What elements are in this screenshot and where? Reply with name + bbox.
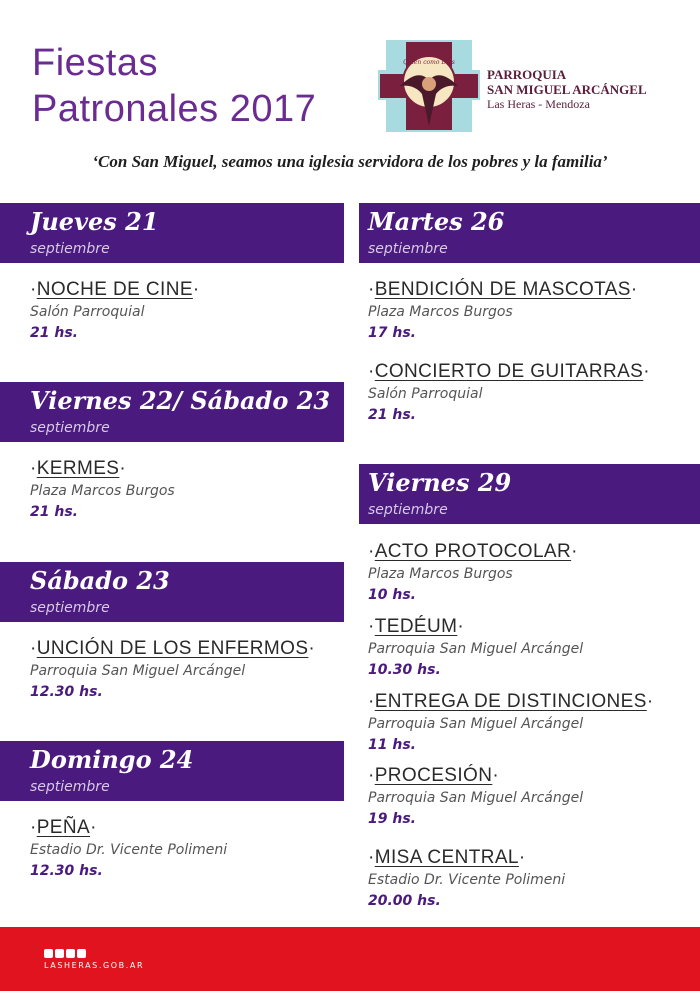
parish-line-2: SAN MIGUEL ARCÁNGEL (487, 82, 647, 97)
day-month: septiembre (30, 420, 110, 436)
event-time: 17 hs. (368, 325, 416, 341)
event-title: ·ACTO PROTOCOLAR· (368, 541, 578, 562)
day-name: Viernes 22/ Sábado 23 (30, 386, 331, 415)
parish-name (487, 67, 647, 112)
event-title: ·ENTREGA DE DISTINCIONES· (368, 691, 654, 712)
event-place: Estadio Dr. Vicente Polimeni (368, 872, 566, 888)
page-title (32, 40, 362, 132)
event-time: 21 hs. (30, 325, 78, 341)
event-place: Salón Parroquial (30, 304, 145, 320)
logo-script: Quién como Dios (403, 59, 455, 66)
day-month: septiembre (368, 241, 448, 257)
day-name: Sábado 23 (30, 566, 170, 595)
event-acto-protocolar (368, 541, 578, 603)
event-pena (30, 817, 227, 879)
instagram-icon[interactable] (66, 949, 75, 958)
event-concierto-de-guitarras (368, 361, 650, 423)
social-icons (44, 949, 86, 958)
brand-name: Las Heras (571, 12, 689, 37)
event-title: ·UNCIÓN DE LOS ENFERMOS· (30, 638, 316, 659)
event-title: ·TEDÉUM· (368, 616, 465, 637)
motto: ‘Con San Miguel, seamos una iglesia servidora de los pobres y la familia’ (92, 152, 608, 171)
website-link[interactable]: LASHERAS.GOB.AR (44, 961, 145, 970)
event-time: 10 hs. (368, 587, 416, 603)
event-place: Plaza Marcos Burgos (30, 483, 175, 499)
event-title: ·MISA CENTRAL· (368, 847, 526, 868)
event-place: Salón Parroquial (368, 386, 483, 402)
title-line-2: Patronales 2017 (32, 88, 317, 130)
day-month: septiembre (30, 779, 110, 795)
event-place: Plaza Marcos Burgos (368, 304, 513, 320)
event-time: 19 hs. (368, 811, 416, 827)
event-place: Estadio Dr. Vicente Polimeni (30, 842, 228, 858)
day-header-domingo-24 (0, 741, 344, 801)
day-month: septiembre (368, 502, 448, 518)
event-time: 11 hs. (368, 737, 416, 753)
day-header-viernes-22-sabado-23 (0, 382, 344, 442)
parish-line-3: Las Heras - Mendoza (487, 97, 590, 111)
event-tedeum (368, 616, 583, 678)
event-place: Plaza Marcos Burgos (368, 566, 513, 582)
event-bendicion-de-mascotas (368, 279, 638, 341)
event-title: ·CONCIERTO DE GUITARRAS· (368, 361, 650, 382)
day-month: septiembre (30, 600, 110, 616)
parish-logo (378, 40, 480, 132)
day-name: Jueves 21 (30, 207, 159, 236)
day-header-sabado-23 (0, 562, 344, 622)
day-month: septiembre (30, 241, 110, 257)
footer-bar (0, 927, 700, 991)
event-uncion-de-los-enfermos (30, 638, 315, 700)
event-place: Parroquia San Miguel Arcángel (368, 716, 584, 732)
event-place: Parroquia San Miguel Arcángel (368, 790, 584, 806)
day-header-jueves-21 (0, 203, 344, 263)
twitter-icon[interactable] (77, 949, 86, 958)
parish-line-1: PARROQUIA (487, 67, 567, 82)
event-time: 21 hs. (30, 504, 78, 520)
brand-tagline: HACIENDO HISTORIAS (583, 40, 653, 46)
day-header-viernes-29 (359, 464, 700, 524)
event-place: Parroquia San Miguel Arcángel (30, 663, 246, 679)
day-name: Domingo 24 (30, 745, 194, 774)
day-name: Viernes 29 (368, 468, 512, 497)
event-misa-central (368, 847, 565, 909)
title-line-1: Fiestas (32, 42, 158, 84)
event-title: ·KERMES· (30, 458, 127, 479)
event-time: 12.30 hs. (30, 684, 103, 700)
event-place: Parroquia San Miguel Arcángel (368, 641, 584, 657)
event-title: ·PEÑA· (30, 817, 97, 838)
event-title: ·PROCESIÓN· (368, 765, 500, 786)
day-header-martes-26 (359, 203, 700, 263)
youtube-icon[interactable] (55, 949, 64, 958)
event-title: ·BENDICIÓN DE MASCOTAS· (368, 279, 638, 300)
event-kermes (30, 458, 175, 520)
event-time: 20.00 hs. (368, 893, 441, 909)
event-time: 21 hs. (368, 407, 416, 423)
event-noche-de-cine (30, 279, 200, 341)
event-procesion (368, 765, 583, 827)
event-time: 10.30 hs. (368, 662, 441, 678)
event-title: ·NOCHE DE CINE· (30, 279, 200, 300)
event-time: 12.30 hs. (30, 863, 103, 879)
event-entrega-de-distinciones (368, 691, 654, 753)
day-name: Martes 26 (368, 207, 505, 236)
facebook-icon[interactable] (44, 949, 53, 958)
